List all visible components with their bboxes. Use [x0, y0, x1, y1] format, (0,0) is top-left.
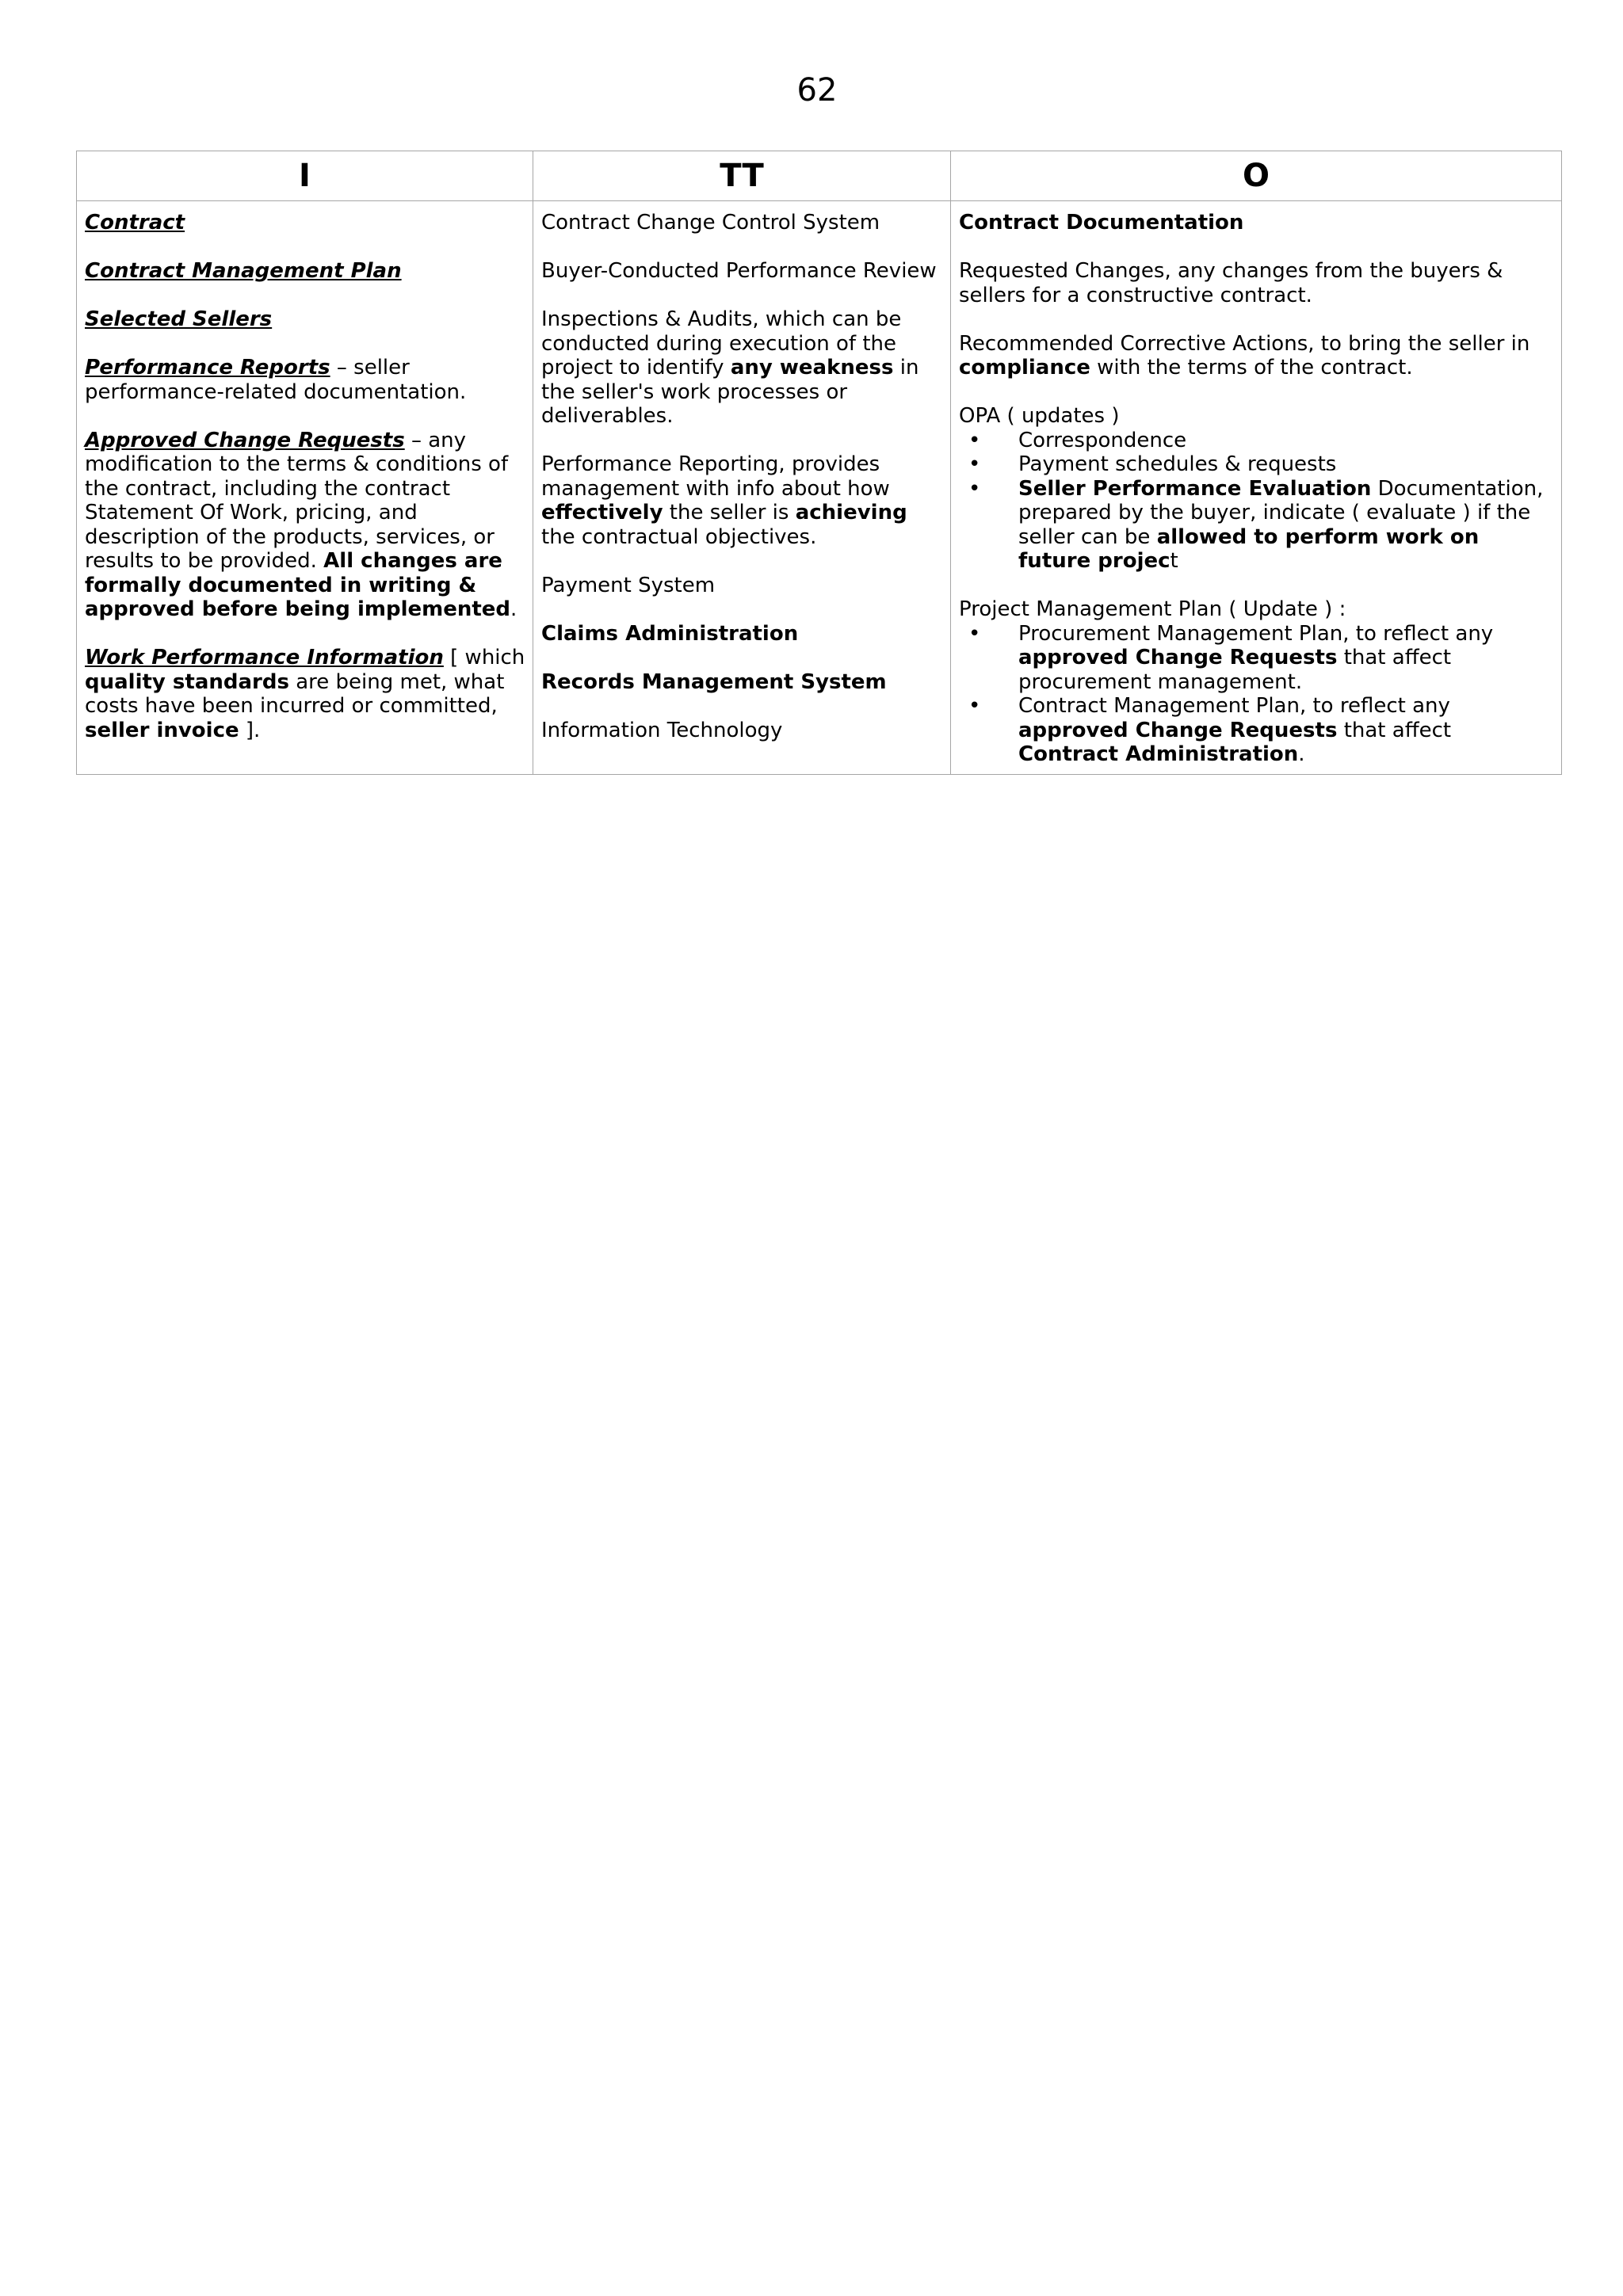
input-contract-management-plan: Contract Management Plan	[85, 259, 402, 283]
input-contract: Contract	[85, 211, 185, 235]
bullet-icon: •	[968, 621, 981, 646]
input-approved-change-requests: Approved Change Requests – any modification to the terms & conditions of the contract, including the contract Statement Of Work, pricing, and description of the products, services, or results to be provided. All changes are formally documented in writing & approved before being implemented.	[85, 428, 517, 621]
tool-buyer-performance-review: Buyer-Conducted Performance Review	[541, 259, 937, 283]
input-work-performance-information: Work Performance Information [ which quality standards are being met, what costs have been incurred or committed, seller invoice ].	[85, 646, 525, 742]
inputs-cell	[77, 201, 533, 775]
list-item: • Seller Performance Evaluation Documentation, prepared by the buyer, indicate ( evaluate ) if the seller can be allowed to perform work on future project	[968, 476, 1544, 573]
page-number: 62	[796, 72, 838, 109]
output-pmp-heading: Project Management Plan ( Update ) :	[959, 597, 1346, 621]
tools-cell	[533, 201, 951, 775]
header-inputs: I	[77, 151, 533, 201]
tool-change-control-system: Contract Change Control System	[541, 211, 880, 235]
input-selected-sellers: Selected Sellers	[85, 307, 273, 331]
itto-table	[76, 151, 1562, 775]
tool-inspections-audits: Inspections & Audits, which can be conducted during execution of the project to identify any weakness in the seller's work processes or deliverables.	[541, 307, 919, 428]
pmp-list	[959, 622, 1554, 767]
bullet-icon: •	[968, 694, 981, 718]
tool-information-technology: Information Technology	[541, 718, 783, 742]
output-corrective-actions: Recommended Corrective Actions, to bring the seller in compliance with the terms of the contract.	[959, 331, 1530, 379]
header-row	[77, 151, 1562, 201]
output-contract-documentation: Contract Documentation	[959, 211, 1244, 235]
tool-performance-reporting: Performance Reporting, provides management with info about how effectively the seller is achieving the contractual objectives.	[541, 452, 907, 549]
output-requested-changes: Requested Changes, any changes from the buyers & sellers for a constructive contract.	[959, 259, 1503, 307]
tool-records-management-system: Records Management System	[541, 669, 887, 694]
bullet-icon: •	[968, 452, 981, 476]
tool-payment-system: Payment System	[541, 573, 716, 597]
content-row	[77, 201, 1562, 775]
tool-claims-administration: Claims Administration	[541, 621, 799, 646]
list-item: • Correspondence	[968, 428, 1187, 452]
input-performance-reports: Performance Reports – seller performance-related documentation.	[85, 356, 467, 404]
outputs-cell	[951, 201, 1562, 775]
bullet-icon: •	[968, 476, 981, 501]
opa-list	[959, 429, 1554, 574]
list-item: • Procurement Management Plan, to reflect any approved Change Requests that affect procurement management.	[968, 621, 1494, 694]
header-tools: TT	[533, 151, 951, 201]
header-outputs: O	[951, 151, 1562, 201]
list-item: • Payment schedules & requests	[968, 452, 1337, 476]
list-item: • Contract Management Plan, to reflect any approved Change Requests that affect Contract Administration.	[968, 694, 1452, 766]
output-opa-heading: OPA ( updates )	[959, 404, 1120, 428]
bullet-icon: •	[968, 428, 981, 452]
